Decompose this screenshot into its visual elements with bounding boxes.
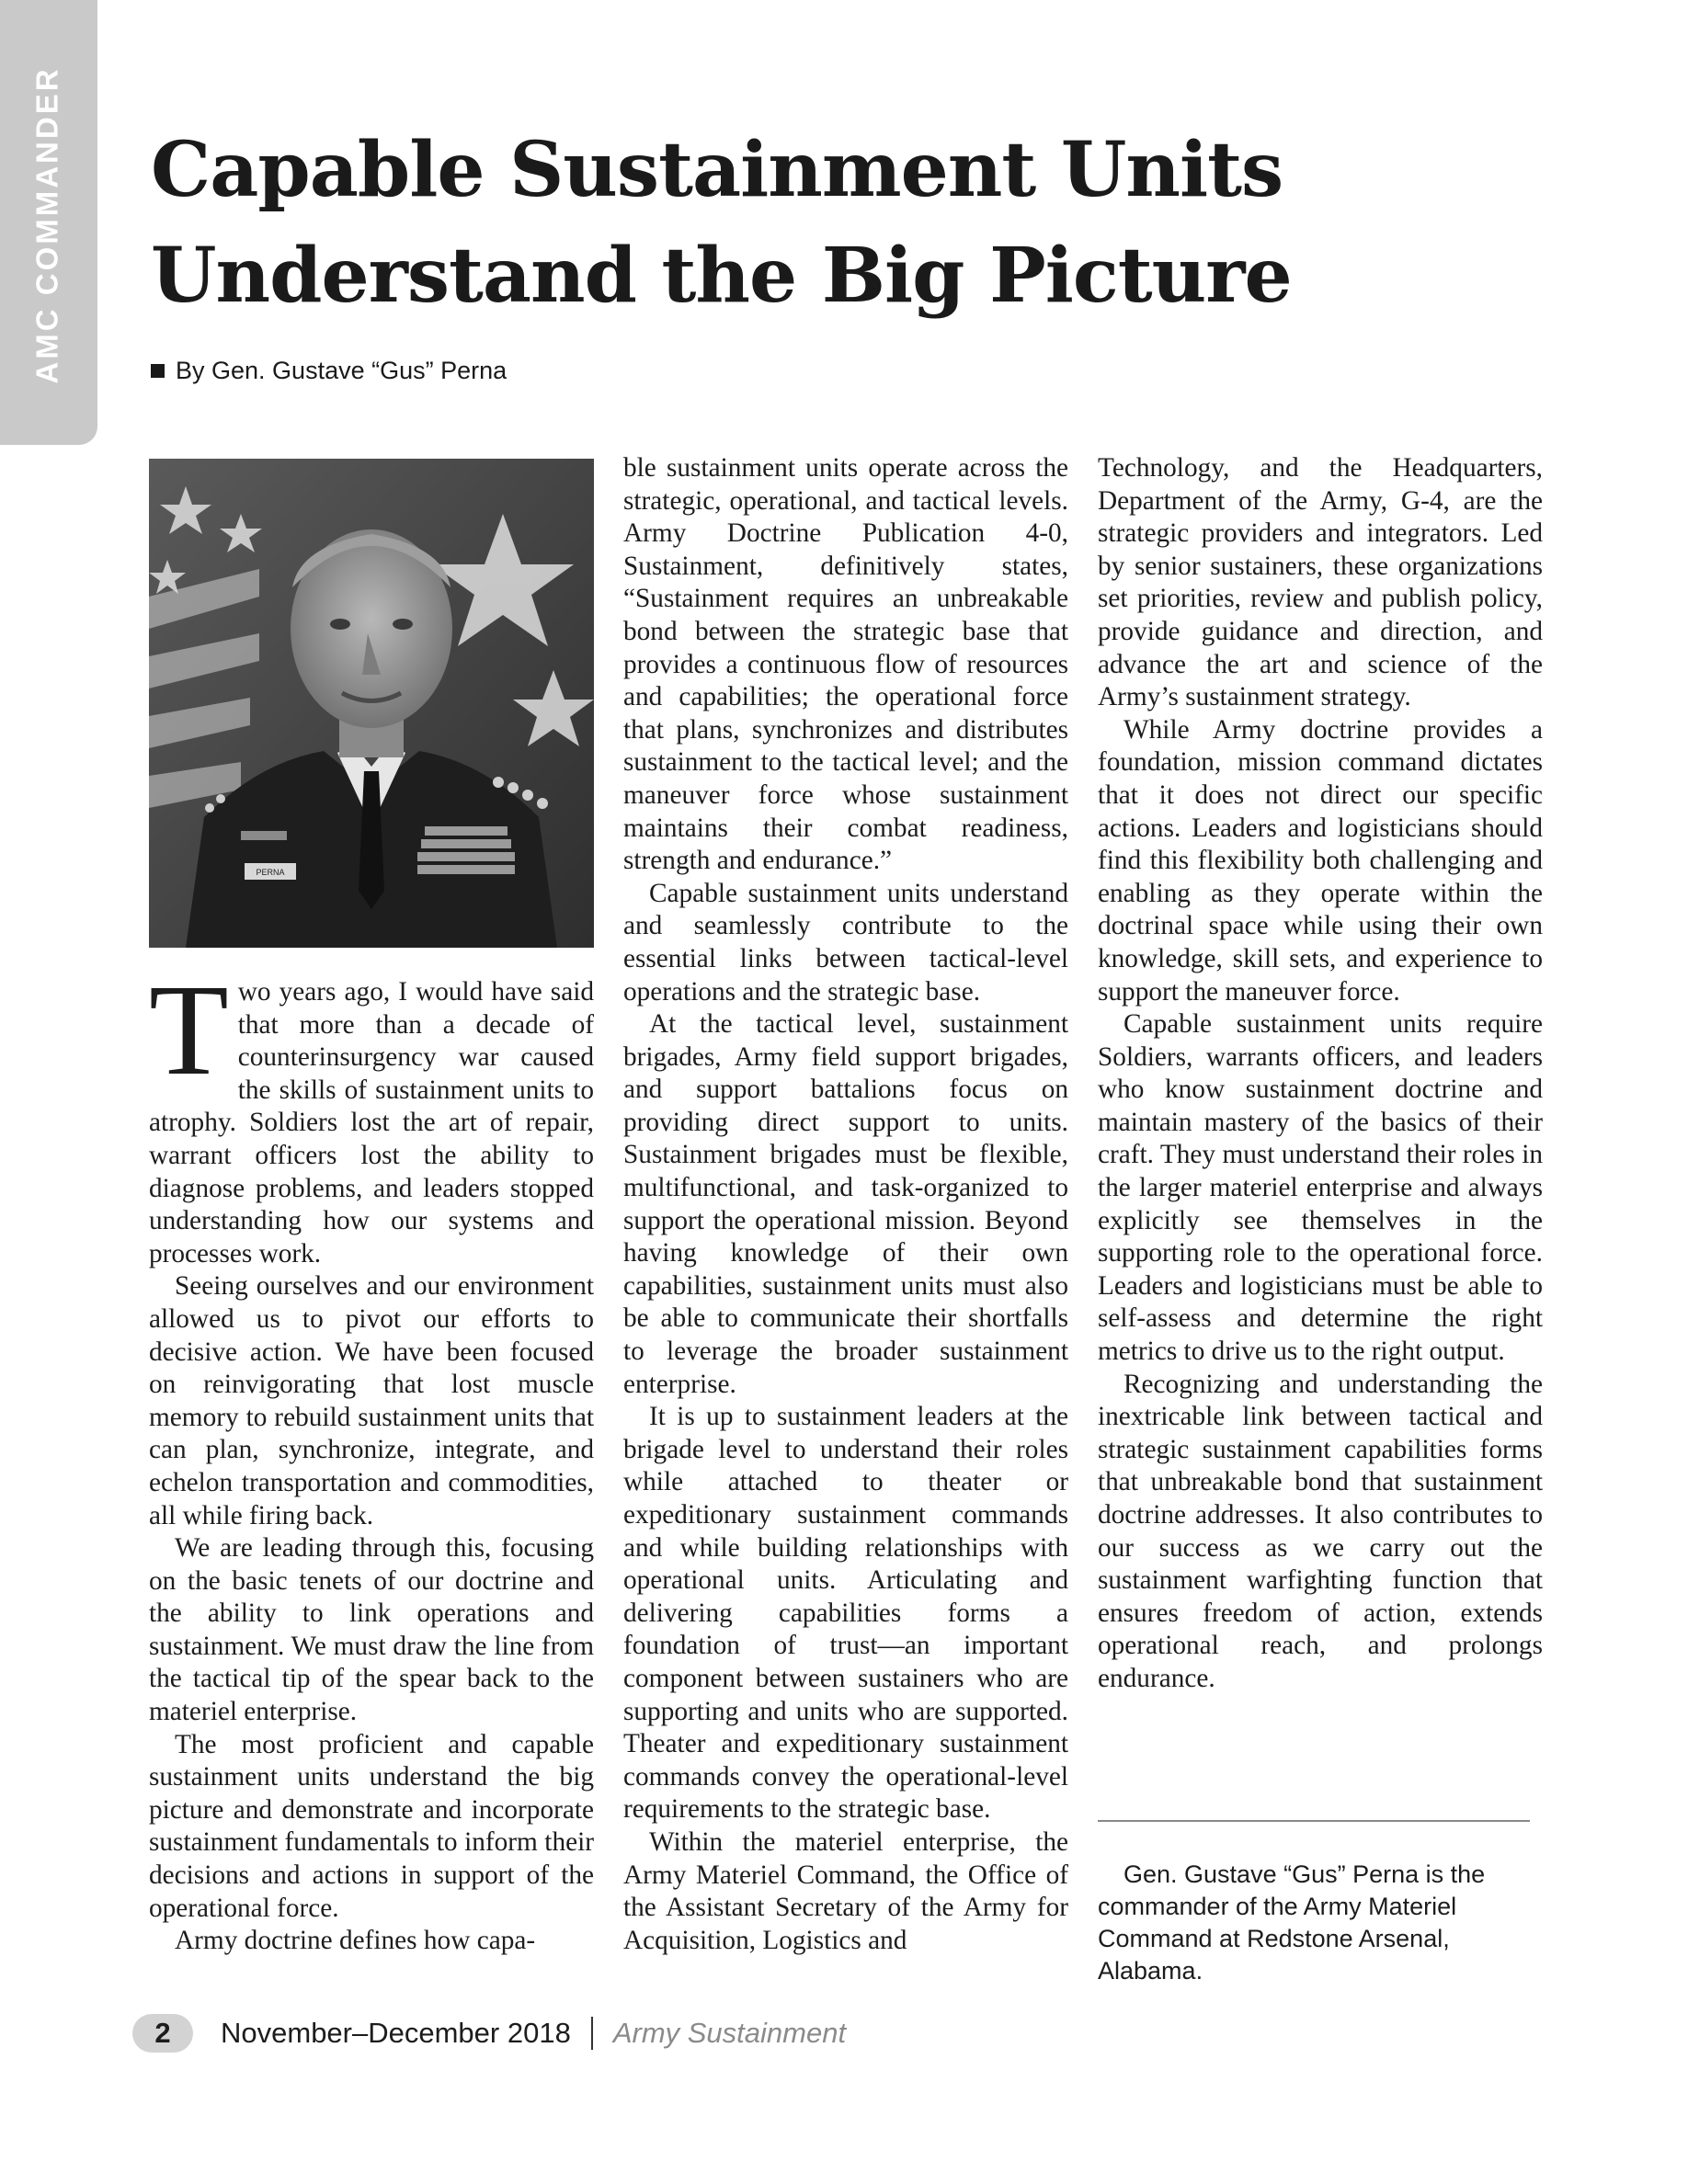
article-column-3 bbox=[1098, 452, 1543, 1696]
paragraph: Capable sustainment units require Soldiers, warrants officers, and leaders who know sustainment doctrine and maintain mastery of the basics of their craft. They must understand their roles in the larger materiel enterprise and always explicitly see themselves in the supporting role to the operational force. Leaders and logisticians must be able to self-assess and determine the right metrics to drive us to the right output. bbox=[1098, 1009, 1543, 1367]
paragraph: The most proficient and capable sustainment units understand the big picture and demonstrate and incorporate sustainment fundamentals to inform their decisions and actions in support of the operational force. bbox=[149, 1729, 594, 1923]
byline-text: By Gen. Gustave “Gus” Perna bbox=[176, 357, 508, 384]
paragraph: Technology, and the Headquarters, Department of the Army, G-4, are the strategic providers and integrators. Led by senior sustainers, these organizations set priorities, review and publish policy, provide guidance and direction, and advance the art and science of the Army’s sustainment strategy. bbox=[1098, 453, 1543, 712]
paragraph: Army doctrine defines how capa- bbox=[175, 1926, 536, 1956]
paragraph: Two years ago, I would have said that more than a decade of counterinsurgency war caused the skills of sustainment units to atrophy. Soldiers lost the art of repair, warrant officers lost the ability to diagnose problems, and leaders stopped understanding how our systems and processes work. bbox=[149, 957, 594, 1268]
paragraph: We are leading through this, focusing on the basic tenets of our doctrine and the ability to link operations and sustainment. We must draw the line from the tactical tip of the spear back to the materiel enterprise. bbox=[149, 1533, 594, 1727]
paragraph: While Army doctrine provides a foundation, mission command dictates that it does not direct our specific actions. Leaders and logisticians should find this flexibility both challenging and enabling as they operate within the doctrinal space while using their own knowledge, skill sets, and experience to support the maneuver force. bbox=[1098, 714, 1543, 1007]
paragraph: ble sustainment units operate across the strategic, operational, and tactical levels. Army Doctrine Publication 4-0, Sustainment, definitively states, “Sustainment requires an unbreakable bond between the strategic base that provides a continuous flow of resources and capabilities; the operational force that plans, synchronizes and distributes sustainment to the tactical level; and the maneuver force whose sustainment maintains their combat readiness, strength and endurance.” bbox=[623, 453, 1068, 876]
paragraph: At the tactical level, sustainment brigades, Army field support brigades, and support battalions focus on providing direct support to units. Sustainment brigades must be flexible, multifunctional, and task-organized to support the operational mission. Beyond having knowledge of their own capabilities, sustainment units must also be able to communicate their shortfalls to leverage the broader sustainment enterprise. bbox=[623, 1009, 1068, 1399]
section-tab-label: AMC COMMANDER bbox=[30, 66, 65, 384]
page-number: 2 bbox=[132, 2014, 193, 2053]
paragraph: Seeing ourselves and our environment allowed us to pivot our efforts to decisive action. We have been focused on reinvigorating that lost muscle memory to rebuild sustainment units that can plan, synchronize, integrate, and echelon transportation and commodities, all while firing back. bbox=[149, 1271, 594, 1530]
article-column-2 bbox=[623, 452, 1068, 1957]
paragraph: It is up to sustainment leaders at the brigade level to understand their roles while attached to theater or expeditionary sustainment commands and while building relationships with operational units. Articulating and delivering capabilities forms a foundation of trust—an important component between sustainers who are supporting and units who are supported. Theater and expeditionary sustainment commands convey the operational-level requirements to the strategic base. bbox=[623, 1402, 1068, 1825]
drop-cap: T bbox=[149, 957, 229, 1102]
title-line-1: Capable Sustainment Units bbox=[151, 126, 1283, 214]
issue-date: November–December 2018 bbox=[221, 2017, 571, 2049]
magazine-name: Army Sustainment bbox=[612, 2017, 847, 2049]
paragraph: Recognizing and understanding the inextricable link between tactical and strategic sustainment capabilities forms that unbreakable bond that sustainment doctrine addresses. It also contributes to our success as we carry out the sustainment warfighting function that ensures freedom of action, extends operational reach, and prolongs endurance. bbox=[1098, 1369, 1543, 1693]
author-portrait bbox=[149, 459, 594, 948]
bio-divider bbox=[1098, 1820, 1530, 1822]
author-bio: Gen. Gustave “Gus” Perna is the commander of the Army Materiel Command at Redstone Arsenal, Alabama. bbox=[1098, 1860, 1486, 1985]
bullet-square-icon bbox=[151, 364, 165, 378]
section-tab bbox=[0, 0, 97, 445]
title-line-2: Understand the Big Picture bbox=[151, 232, 1292, 320]
article-title bbox=[151, 118, 1622, 329]
paragraph: Within the materiel enterprise, the Army Materiel Command, the Office of the Assistant Secretary of the Army for Acquisition, Logistics and bbox=[623, 1826, 1068, 1955]
footer-divider bbox=[591, 2017, 593, 2050]
byline bbox=[151, 357, 507, 385]
nameplate-text: PERNA bbox=[256, 868, 285, 877]
article-column-1 bbox=[149, 957, 594, 1958]
page-footer bbox=[132, 2013, 846, 2053]
paragraph: Capable sustainment units understand and seamlessly contribute to the essential links between tactical-level operations and the strategic base. bbox=[623, 878, 1068, 1007]
